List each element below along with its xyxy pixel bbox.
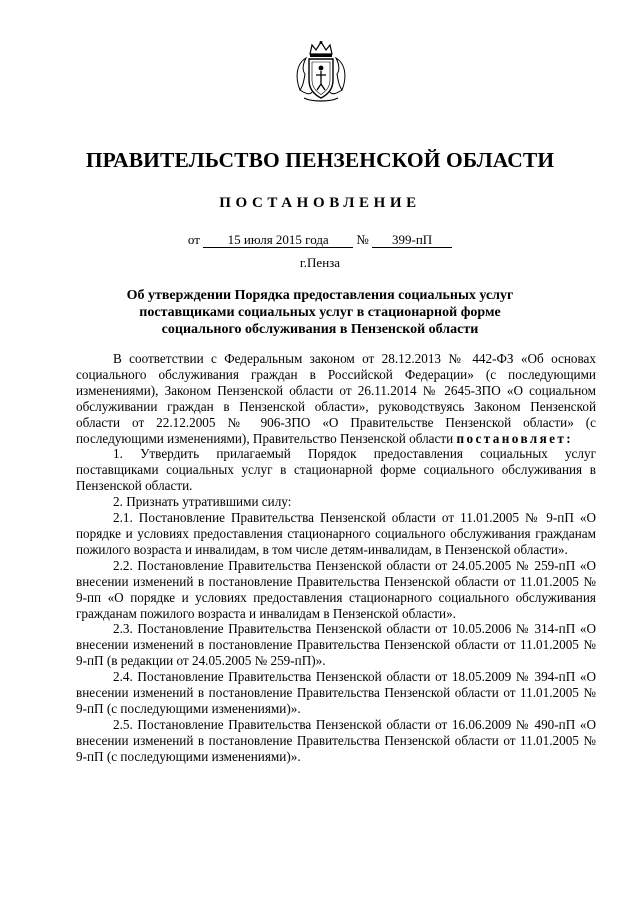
city: г.Пенза [299,255,341,270]
preamble-paragraph [76,351,596,446]
item-1: 1. Утвердить прилагаемый Порядок предоставления социальных услуг поставщиками социальных услуг в стационарной форме социального обслуживания в Пензенской области. [76,446,596,494]
preamble-text: В соответствии с Федеральным законом от 28.12.2013 № 442-ФЗ «Об основах социального обслуживания граждан в Российской Федерации» (с последующими изменениями), Законом Пензенской области от 26.11.2014 № 2645-ЗПО «О социальном обслуживании граждан в Пензенской области», руководствуясь Законом Пензенской области от 22.12.2005 № 906-ЗПО «О Правительстве Пензенской области» (с последующими изменениями), Правительство Пензенской области [76,351,596,446]
document-date: 15 июля 2015 года [203,233,353,248]
date-prefix: от [187,232,200,247]
item-2-1: 2.1. Постановление Правительства Пензенской области от 11.01.2005 № 9-пП «О порядке и условиях предоставления стационарного социального обслуживания гражданам пожилого возраста и инвалидам, в том числе детям-инвалидам, в Пензенской области». [76,510,596,557]
government-name: ПРАВИТЕЛЬСТВО ПЕНЗЕНСКОЙ ОБЛАСТИ [85,148,555,172]
item-2-4: 2.4. Постановление Правительства Пензенской области от 18.05.2009 № 394-пП «О внесении изменений в постановление Правительства Пензенской области от 11.01.2005 № 9-пП (с последующими изменениями)». [76,669,596,716]
item-2-3: 2.3. Постановление Правительства Пензенской области от 10.05.2006 № 314-пП «О внесении изменений в постановление Правительства Пензенской области от 11.01.2005 № 9-пП (в редакции от 24.05.2005 № 259-пП)». [76,621,596,669]
document-number: 399-пП [372,233,452,248]
document-body [76,351,596,765]
penza-region-coat-of-arms-icon [292,40,350,104]
document-type: ПОСТАНОВЛЕНИЕ [219,195,421,211]
item-2: 2. Признать утратившими силу: [113,494,292,510]
decree-word: постановляет: [456,430,574,446]
coat-of-arms-emblem [292,40,350,104]
item-2-2: 2.2. Постановление Правительства Пензенской области от 24.05.2005 № 259-пП «О внесении изменений в постановление Правительства Пензенской области от 11.01.2005 № 9-пп «О порядке и условиях предоставления стационарного социального обслуживания гражданам пожилого возраста и инвалидам в Пензенской области». [76,557,596,621]
item-2-5: 2.5. Постановление Правительства Пензенской области от 16.06.2009 № 490-пП «О внесении изменений в постановление Правительства Пензенской области от 11.01.2005 № 9-пП (с последующими изменениями)». [76,716,596,764]
number-prefix: № [356,232,369,247]
document-title: Об утверждении Порядка предоставления социальных услуг поставщиками социальных услуг в стационарной форме социального обслуживания в Пензенской области [126,288,514,337]
date-number-line [0,232,640,248]
